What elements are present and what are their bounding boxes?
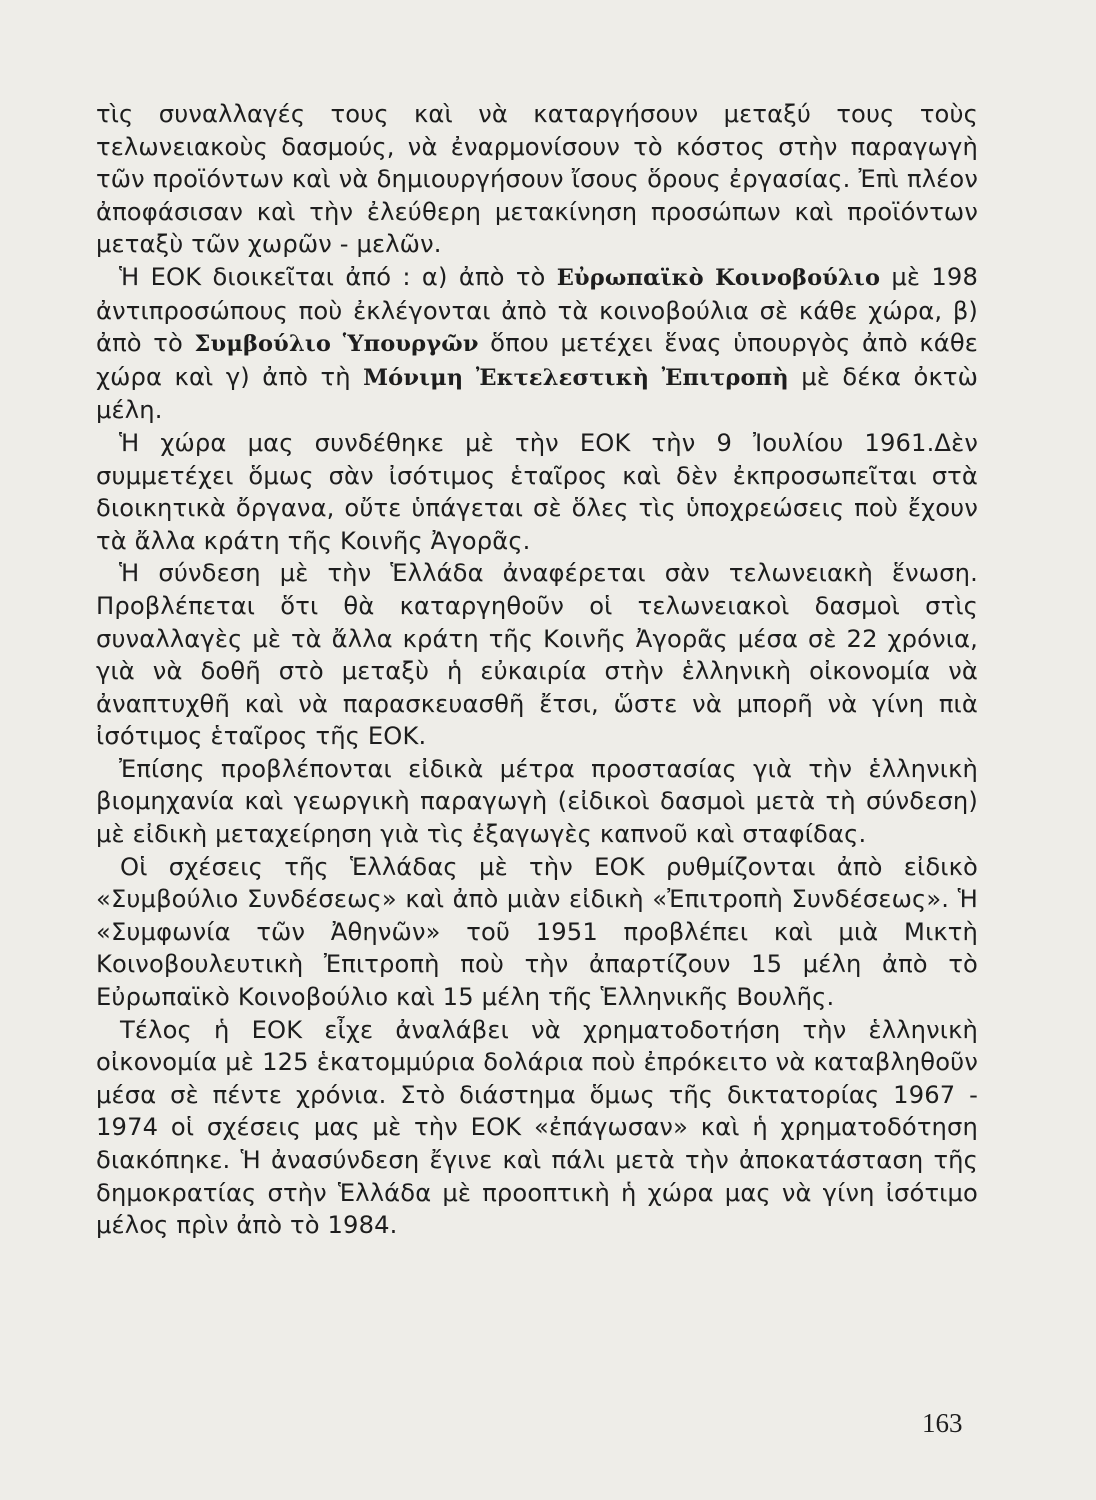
bold-term-council-of-ministers: Συμβούλιο Ὑπουργῶν: [194, 331, 479, 358]
text-run: Ἡ σύνδεση μὲ τὴν Ἑλλάδα ἀναφέρεται σὰν τελωνειακὴ ἕνωση. Προβλέπεται ὅτι θὰ καταργηθοῦν οἱ τελωνειακοὶ δασμοὶ στὶς συναλλαγὲς μὲ τὰ ἄλλα κράτη τῆς Κοινῆς Ἀγορᾶς μέσα σὲ 22 χρόνια, γιὰ νὰ δοθῆ στὸ μεταξὺ ἡ εὐκαιρία στὴν ἑλληνικὴ οἰκονομία νὰ ἀναπτυχθῆ καὶ νὰ παρασκευασθῆ ἔτσι, ὥστε νὰ μπορῆ νὰ γίνη πιὰ ἰσότιμος ἑταῖρος τῆς ΕΟΚ.: [96, 559, 978, 751]
body-text: [96, 98, 978, 1242]
paragraph-continuation: [96, 98, 978, 261]
paragraph-association-1961: [96, 427, 978, 557]
bold-term-executive-commission: Μόνιμη Ἐκτελεστικὴ Ἐπιτροπὴ: [363, 364, 789, 391]
text-run: μὲ 198 ἀντιπροσώπους ποὺ ἐκλέγονται ἀπὸ τὰ κοινοβούλια σὲ κάθε χώρα, β) ἀπὸ τὸ: [96, 262, 979, 358]
text-run: Ἡ χώρα μας συνδέθηκε μὲ τὴν ΕΟΚ τὴν 9 Ἰουλίου 1961.Δὲν συμμετέχει ὅμως σὰν ἰσότιμος ἑταῖρος καὶ δὲν ἐκπροσωπεῖται στὰ διοικητικὰ ὄργανα, οὔτε ὑπάγεται σὲ ὅλες τὶς ὑποχρεώσεις ποὺ ἔχουν τὰ ἄλλα κράτη τῆς Κοινῆς Ἀγορᾶς.: [96, 428, 978, 555]
text-run: Τέλος ἡ ΕΟΚ εἶχε ἀναλάβει νὰ χρηματοδοτήση τὴν ἑλληνικὴ οἰκονομία μὲ 125 ἑκατομμύρια δολάρια ποὺ ἐπρόκειτο νὰ καταβληθοῦν μέσα σὲ πέντε χρόνια. Στὸ διάστημα ὅμως τῆς δικτατορίας 1967 - 1974 οἱ σχέσεις μας μὲ τὴν ΕΟΚ «ἐπάγωσαν» καὶ ἡ χρηματοδότηση διακόπηκε. Ἡ ἀνασύνδεση ἔγινε καὶ πάλι μετὰ τὴν ἀποκατάσταση τῆς δημοκρατίας στὴν Ἑλλάδα μὲ προοπτικὴ ἡ χώρα μας νὰ γίνη ἰσότιμο μέλος πρὶν ἀπὸ τὸ 1984.: [96, 1015, 978, 1240]
paragraph-association-council: [96, 851, 978, 1014]
text-run: ὅπου μετέχει ἕνας ὑπουργὸς ἀπὸ κάθε χώρα καὶ γ) ἀπὸ τὴ: [96, 329, 978, 391]
text-run: μὲ δέκα ὀκτὼ μέλη.: [96, 362, 979, 425]
paragraph-financing: [96, 1014, 978, 1242]
page-number: 163: [922, 1408, 963, 1438]
paragraph-customs-union: [96, 557, 978, 753]
bold-term-european-parliament: Εὐρωπαϊκὸ Κοινοβούλιο: [556, 264, 881, 291]
text-run: Ἡ ΕΟΚ διοικεῖται ἀπό : α) ἀπὸ τὸ: [119, 262, 557, 291]
text-run: τὶς συναλλαγές τους καὶ νὰ καταργήσουν μεταξύ τους τοὺς τελωνειακοὺς δασμούς, νὰ ἐναρμονίσουν τὸ κόστος στὴν παραγωγὴ τῶν προϊόντων καὶ νὰ δημιουργήσουν ἴσους ὅρους ἐργασίας. Ἐπὶ πλέον ἀποφάσισαν καὶ τὴν ἐλεύθερη μετακίνηση προσώπων καὶ προϊόντων μεταξὺ τῶν χωρῶν - μελῶν.: [96, 100, 978, 259]
text-run: Οἱ σχέσεις τῆς Ἑλλάδας μὲ τὴν ΕΟΚ ρυθμίζονται ἀπὸ εἰδικὸ «Συμβούλιο Συνδέσεως» καὶ ἀπὸ μιὰν εἰδικὴ «Ἐπιτροπὴ Συνδέσεως». Ἡ «Συμφωνία τῶν Ἀθηνῶν» τοῦ 1951 προβλέπει καὶ μιὰ Μικτὴ Κοινοβουλευτικὴ Ἐπιτροπὴ ποὺ τὴν ἀπαρτίζουν 15 μέλη ἀπὸ τὸ Εὐρωπαϊκὸ Κοινοβούλιο καὶ 15 μέλη τῆς Ἑλληνικῆς Βουλῆς.: [96, 852, 978, 1012]
paragraph-protection-measures: [96, 753, 978, 851]
text-run: Ἐπίσης προβλέπονται εἰδικὰ μέτρα προστασίας γιὰ τὴν ἑλληνικὴ βιομηχανία καὶ γεωργικὴ παραγωγὴ (εἰδικοὶ δασμοὶ μετὰ τὴ σύνδεση) μὲ εἰδικὴ μεταχείρηση γιὰ τὶς ἐξαγωγὲς καπνοῦ καὶ σταφίδας.: [96, 754, 978, 849]
paragraph-eec-administration: [96, 261, 978, 427]
